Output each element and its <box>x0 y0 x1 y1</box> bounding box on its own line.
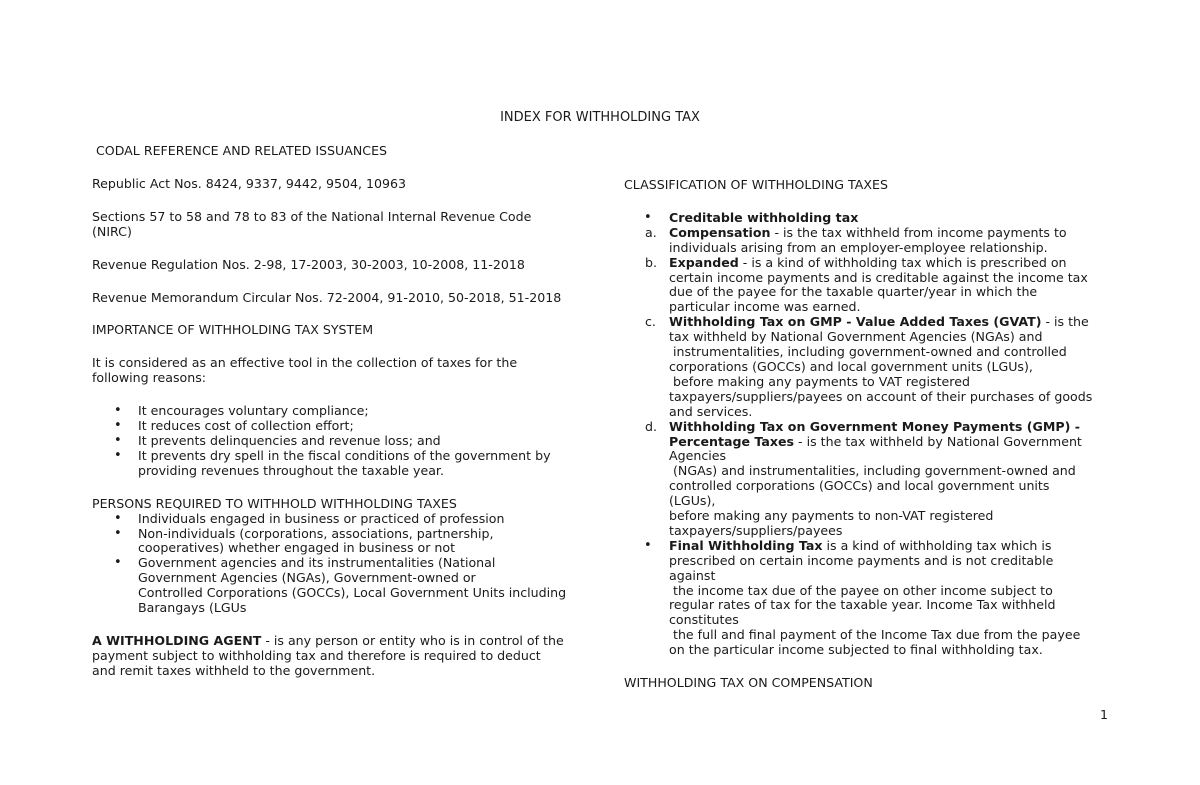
list-marker: a. <box>645 224 657 240</box>
codal-heading: CODAL REFERENCE AND RELATED ISSUANCES <box>92 143 388 158</box>
final-withholding-term: Final Withholding Tax <box>669 537 823 553</box>
list-item-text: It encourages voluntary compliance; <box>138 403 369 419</box>
list-item-text: the full and final payment of the Income Tax due from the payee <box>669 627 1081 643</box>
list-item <box>92 419 582 434</box>
revenue-regulation-line: Revenue Regulation Nos. 2-98, 17-2003, 30-2003, 10-2008, 11-2018 <box>92 256 525 272</box>
list-item-text: due of the payee for the taxable quarter/year in which the <box>669 284 1038 300</box>
list-item-text: taxpayers/suppliers/payees on account of their purchases of goods <box>669 388 1093 404</box>
list-item-text: (NGAs) and instrumentalities, including government-owned and <box>669 463 1076 479</box>
list-item <box>624 315 1104 419</box>
list-item-text: (LGUs), <box>669 493 716 509</box>
list-item-text: Barangays (LGUs <box>138 600 247 616</box>
sections-line-1: Sections 57 to 58 and 78 to 83 of the National Internal Revenue Code <box>92 208 532 224</box>
list-item <box>92 556 582 616</box>
creditable-term: Creditable withholding tax <box>669 209 859 225</box>
list-item <box>92 434 582 449</box>
list-item-text: It prevents delinquencies and revenue loss; and <box>138 432 441 448</box>
expanded-term: Expanded <box>669 254 739 270</box>
list-item-text: controlled corporations (GOCCs) and local government units <box>669 478 1050 494</box>
list-marker: d. <box>645 418 657 434</box>
list-item-text: and services. <box>669 403 753 419</box>
list-item-text: Non-individuals (corporations, associations, partnership, <box>138 525 494 541</box>
list-item <box>624 256 1104 316</box>
list-item <box>92 404 582 419</box>
list-item-text: certain income payments and is creditable against the income tax <box>669 269 1088 285</box>
list-item-text: Government agencies and its instrumentalities (National <box>138 555 496 571</box>
list-item-text: on the particular income subjected to final withholding tax. <box>669 642 1043 658</box>
gmp-term: Withholding Tax on Government Money Payments (GMP) - <box>669 418 1080 434</box>
withholding-agent-line-2: payment subject to withholding tax and therefore is required to deduct <box>92 647 541 663</box>
compensation-term: Compensation <box>669 224 771 240</box>
republic-act-line: Republic Act Nos. 8424, 9337, 9442, 9504, 10963 <box>92 175 407 191</box>
classification-heading: CLASSIFICATION OF WITHHOLDING TAXES <box>624 177 888 192</box>
list-item-text: Agencies <box>669 448 727 464</box>
list-item-text: instrumentalities, including government-owned and controlled <box>669 344 1067 360</box>
compensation-heading: WITHHOLDING TAX ON COMPENSATION <box>624 675 873 691</box>
list-item <box>92 527 582 557</box>
list-item <box>92 449 582 479</box>
list-item-text: Individuals engaged in business or practiced of profession <box>138 510 505 526</box>
revenue-memo-line: Revenue Memorandum Circular Nos. 72-2004, 91-2010, 50-2018, 51-2018 <box>92 289 562 305</box>
list-item <box>92 512 582 527</box>
withholding-agent-line-3: and remit taxes withheld to the government. <box>92 662 376 678</box>
list-item-text: prescribed on certain income payments and is not creditable <box>669 552 1054 568</box>
importance-heading: IMPORTANCE OF WITHHOLDING TAX SYSTEM <box>92 322 374 338</box>
list-item-text: before making any payments to VAT registered <box>669 373 970 389</box>
list-item-text: - is the tax withheld by National Government <box>794 433 1082 449</box>
list-item-text: It prevents dry spell in the fiscal conditions of the government by <box>138 447 551 463</box>
gvat-term: Withholding Tax on GMP - Value Added Taxes (GVAT) <box>669 314 1042 330</box>
list-item-text: taxpayers/suppliers/payees <box>669 522 843 538</box>
withholding-agent-text: - is any person or entity who is in control of the <box>261 632 564 648</box>
list-marker: b. <box>645 254 657 270</box>
list-item-text: tax withheld by National Government Agencies (NGAs) and <box>669 329 1043 345</box>
importance-text-1: It is considered as an effective tool in the collection of taxes for the <box>92 355 518 371</box>
persons-heading: PERSONS REQUIRED TO WITHHOLD WITHHOLDING TAXES <box>92 495 457 511</box>
list-item-text: constitutes <box>669 612 739 628</box>
right-column <box>624 178 1104 691</box>
left-column <box>92 144 582 679</box>
list-item-text: - is the tax withheld from income payments to <box>770 224 1067 240</box>
persons-list <box>92 512 582 616</box>
list-item-text: cooperatives) whether engaged in business or not <box>138 540 456 556</box>
classification-list <box>624 211 1104 658</box>
list-item <box>624 539 1104 658</box>
page-title: INDEX FOR WITHHOLDING TAX <box>500 110 700 125</box>
list-item <box>624 226 1104 256</box>
list-marker: c. <box>645 314 656 330</box>
list-item-text: Government Agencies (NGAs), Government-owned or <box>138 570 476 586</box>
list-item-text: particular income was earned. <box>669 299 861 315</box>
list-item <box>624 211 1104 226</box>
list-item-text: providing revenues throughout the taxable year. <box>138 462 444 478</box>
list-item-text: individuals arising from an employer-employee relationship. <box>669 239 1048 255</box>
list-item-text: regular rates of tax for the taxable year. Income Tax withheld <box>669 597 1056 613</box>
list-item-text: before making any payments to non-VAT registered <box>669 508 994 524</box>
sections-line-2: (NIRC) <box>92 223 132 239</box>
list-item-text: - is a kind of withholding tax which is prescribed on <box>738 254 1067 270</box>
page-number: 1 <box>1100 707 1109 722</box>
list-item-text: is a kind of withholding tax which is <box>822 537 1052 553</box>
importance-text-2: following reasons: <box>92 370 207 386</box>
list-item-text: the income tax due of the payee on other income subject to <box>669 582 1053 598</box>
reasons-list <box>92 404 582 479</box>
list-item-text: against <box>669 567 716 583</box>
percentage-taxes-term: Percentage Taxes <box>669 433 795 449</box>
list-item-text: It reduces cost of collection effort; <box>138 418 354 434</box>
withholding-agent-term: A WITHHOLDING AGENT <box>92 632 262 648</box>
list-item-text: - is the <box>1041 314 1089 330</box>
withholding-agent-paragraph <box>92 634 582 649</box>
list-item-text: corporations (GOCCs) and local government units (LGUs), <box>669 358 1033 374</box>
list-item <box>624 420 1104 539</box>
list-item-text: Controlled Corporations (GOCCs), Local Government Units including <box>138 585 567 601</box>
